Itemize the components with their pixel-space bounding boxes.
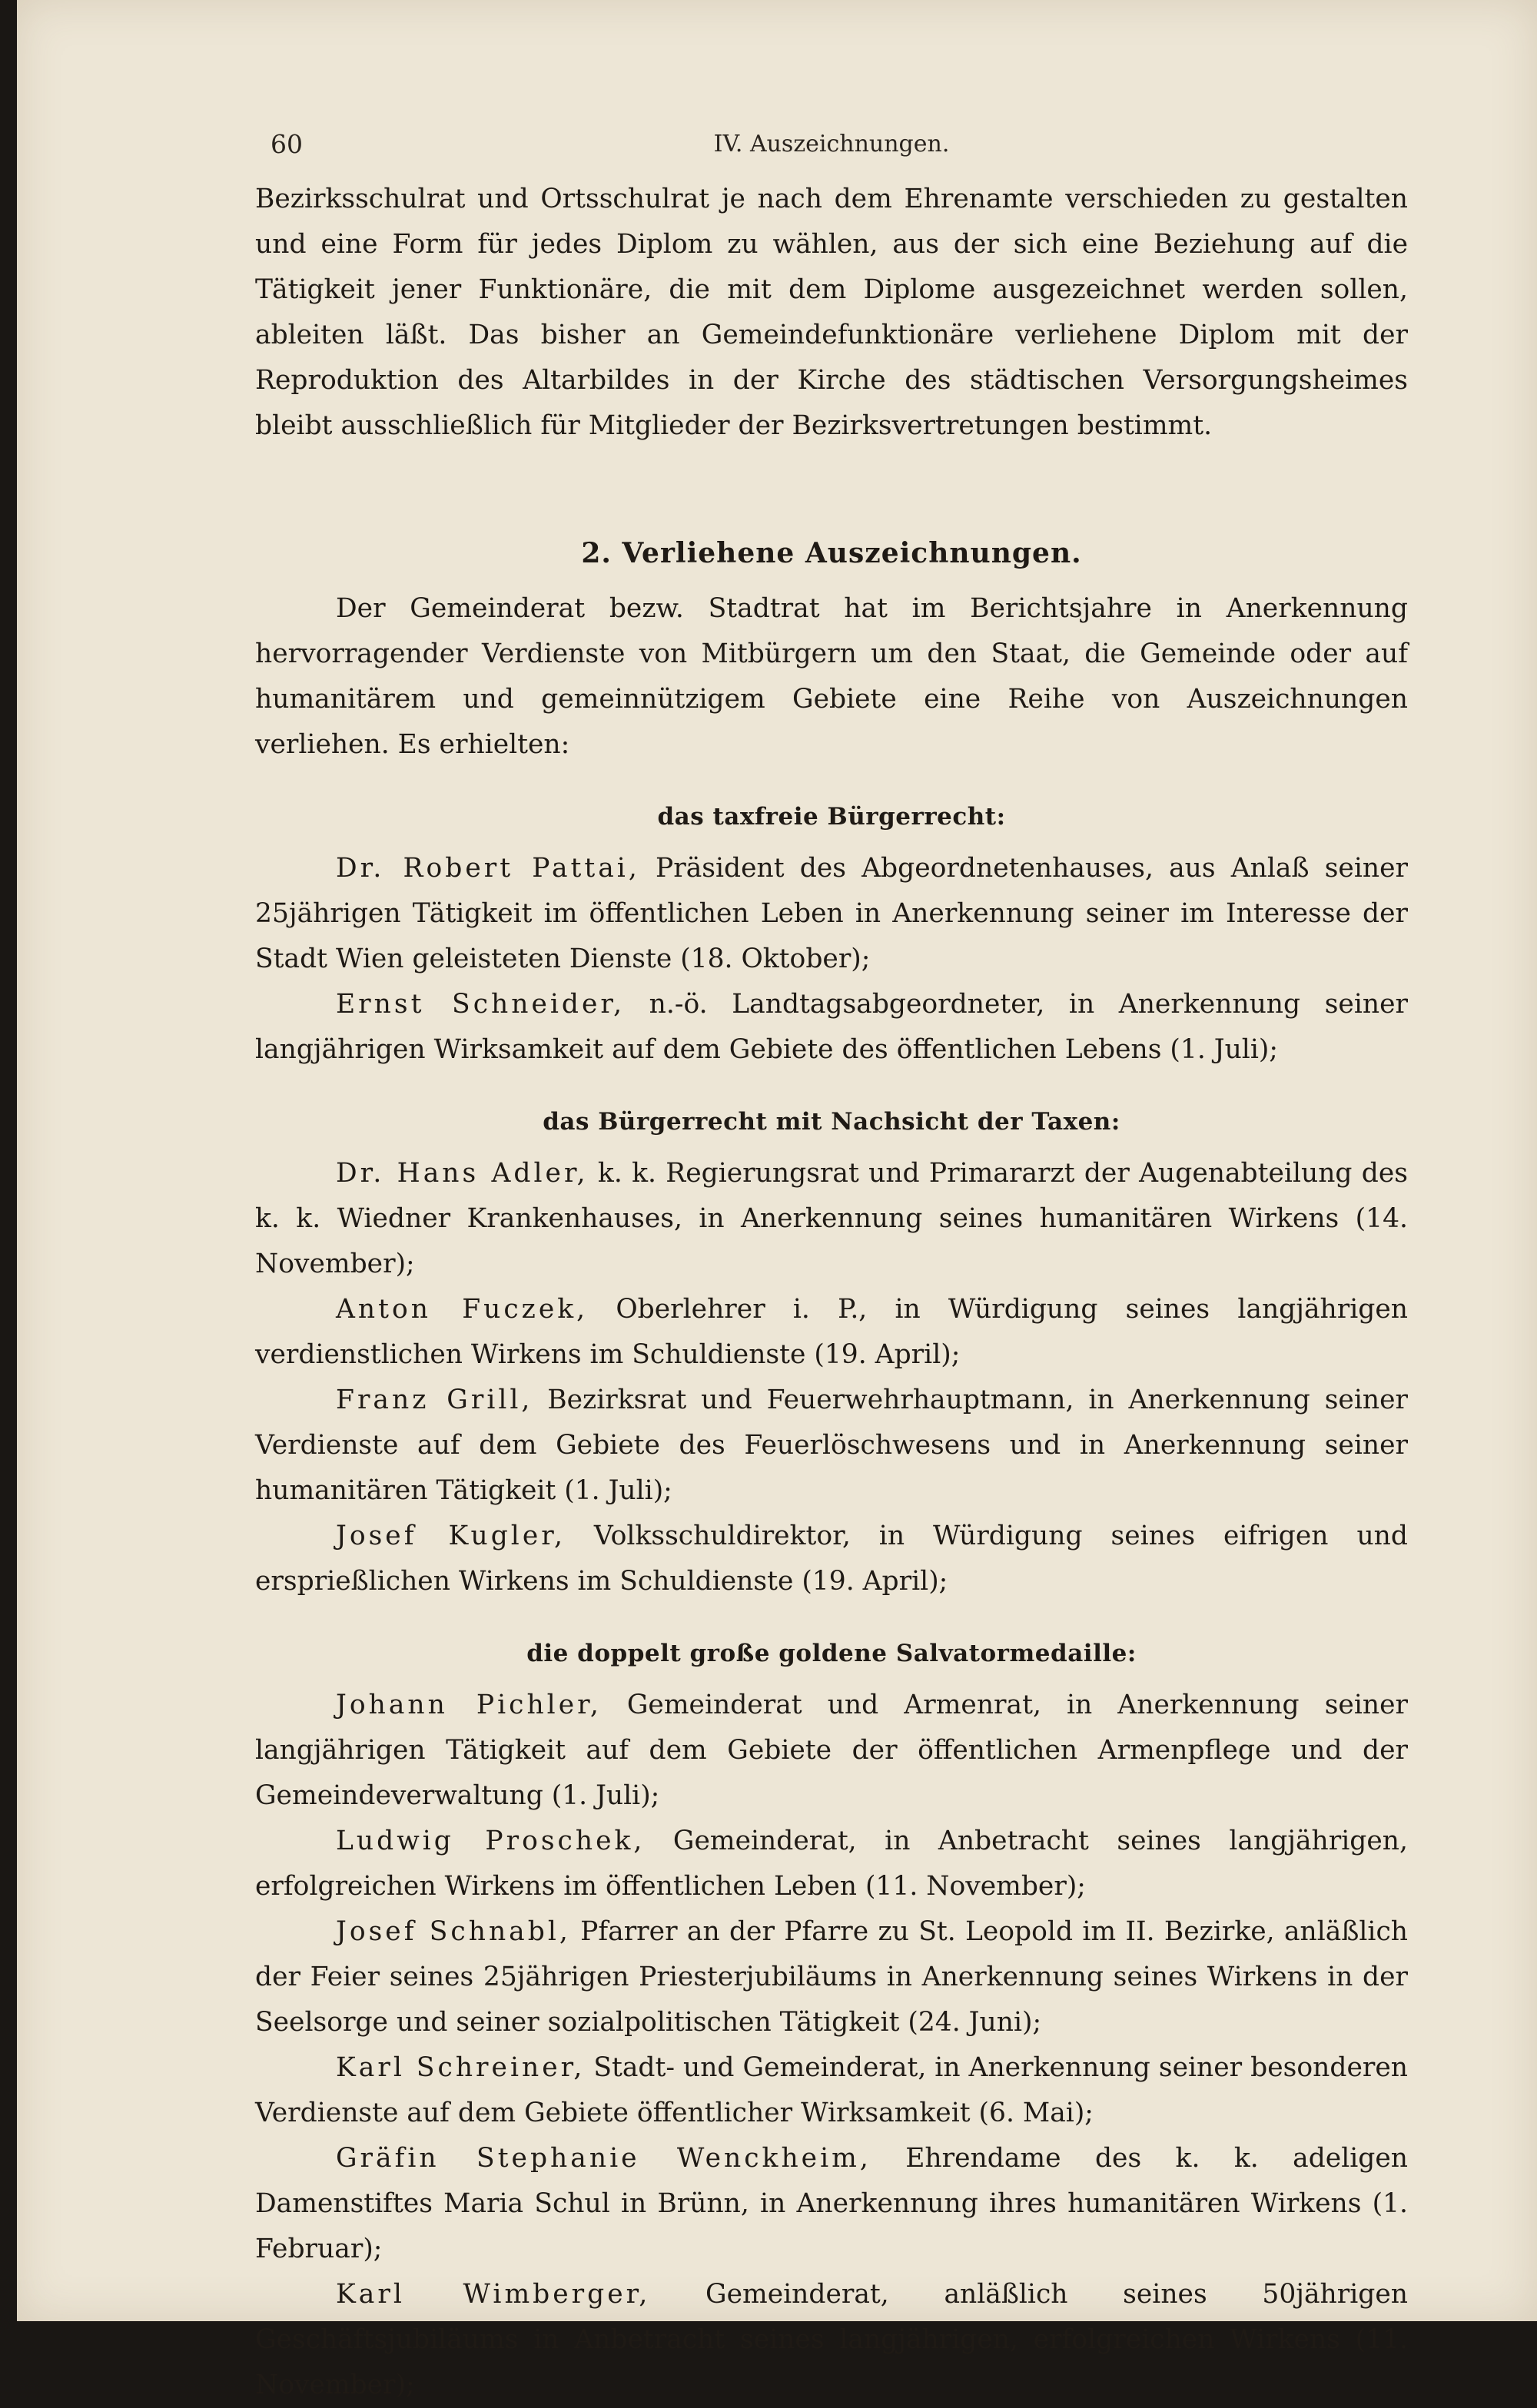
award-reason: Volksschuldirektor, in Würdigung seines eifrigen und ersprießlichen Wirkens im Schuldienste (19. April);	[255, 1521, 1408, 1597]
award-entry	[255, 1909, 1408, 2045]
recipient-name: Josef Schnabl,	[336, 1916, 571, 1947]
award-entry	[255, 1683, 1408, 1819]
award-entry	[255, 2045, 1408, 2136]
award-entry	[255, 1287, 1408, 1378]
award-entry	[255, 846, 1408, 982]
recipient-name: Anton Fuczek,	[336, 1294, 589, 1325]
recipient-name: Dr. Hans Adler,	[336, 1158, 589, 1189]
recipient-name: Gräfin Stephanie Wenckheim,	[336, 2143, 871, 2174]
recipient-name: Karl Schreiner,	[336, 2052, 586, 2083]
award-entry	[255, 1378, 1408, 1514]
award-reason: Oberlehrer i. P., in Würdigung seines langjährigen verdienstlichen Wirkens im Schuldienste (19. April);	[255, 1294, 1408, 1370]
award-entry	[255, 2136, 1408, 2272]
award-entry	[255, 1819, 1408, 1909]
award-entry	[255, 982, 1408, 1073]
recipient-name: Franz Grill,	[336, 1385, 533, 1415]
section-title: 2. Verliehene Auszeichnungen.	[581, 537, 1082, 569]
award-reason: Präsident des Abgeordnetenhauses, aus Anlaß seiner 25jährigen Tätigkeit im öffentlichen Leben in Anerkennung seiner im Interesse der Stadt Wien geleisteten Dienste (18. Oktober);	[255, 853, 1408, 974]
award-entry	[255, 1514, 1408, 1604]
award-reason: Ehrendame des k. k. adeligen Damenstiftes Maria Schul in Brünn, in Anerkennung ihres humanitären Wirkens (1. Februar);	[255, 2143, 1408, 2264]
group-heading-taxfree-citizenship: das taxfreie Bürgerrecht:	[657, 803, 1006, 831]
award-reason: Gemeinderat, in Anbetracht seines langjährigen, erfolgreichen Wirkens im öffentlichen Leben (11. November);	[255, 1826, 1408, 1902]
recipient-name: Josef Kugler,	[336, 1521, 566, 1551]
group-heading-salvator-medal: die doppelt große goldene Salvatormedaille:	[526, 1640, 1137, 1667]
recipient-name: Ernst Schneider,	[336, 989, 626, 1020]
page-header	[255, 115, 1408, 177]
recipient-name: Dr. Robert Pattai,	[336, 853, 640, 884]
award-entry	[255, 2272, 1408, 2408]
award-reason: Bezirksrat und Feuerwehrhauptmann, in Anerkennung seiner Verdienste auf dem Gebiete des Feuerlöschwesens und in Anerkennung seiner humanitären Tätigkeit (1. Juli);	[255, 1385, 1408, 1506]
award-reason: n.-ö. Landtagsabgeordneter, in Anerkennung seiner langjährigen Wirksamkeit auf dem Gebiete des öffentlichen Lebens (1. Juli);	[255, 989, 1408, 1065]
award-reason: k. k. Regierungsrat und Primararzt der Augenabteilung des k. k. Wiedner Krankenhauses, in Anerkennung seines humanitären Wirkens (14. November);	[255, 1158, 1408, 1279]
award-reason: Pfarrer an der Pfarre zu St. Leopold im II. Bezirke, anläßlich der Feier seines 25jährigen Priesterjubiläums in Anerkennung seines Wirkens in der Seelsorge und seiner sozialpolitischen Tätigkeit (24. Juni);	[255, 1916, 1408, 2038]
page-number: 60	[271, 129, 303, 159]
recipient-name: Ludwig Proschek,	[336, 1826, 646, 1856]
running-head: IV. Auszeichnungen.	[713, 131, 950, 158]
page-content	[255, 115, 1408, 2408]
section-intro: Der Gemeinderat bezw. Stadtrat hat im Berichtsjahre in Anerkennung hervorragender Verdienste von Mitbürgern um den Staat, die Gemeinde oder auf humanitärem und gemeinnützigem Gebiete eine Reihe von Auszeichnungen verliehen. Es erhielten:	[255, 593, 1408, 760]
book-page	[17, 0, 1537, 2400]
recipient-name: Johann Pichler,	[336, 1690, 602, 1720]
group-heading-citizenship-fee-waiver: das Bürgerrecht mit Nachsicht der Taxen:	[543, 1108, 1120, 1136]
award-entry	[255, 1151, 1408, 1287]
opening-paragraph: Bezirksschulrat und Ortsschulrat je nach dem Ehrenamte verschieden zu gestalten und eine Form für jedes Diplom zu wählen, aus der sich eine Beziehung auf die Tätigkeit jener Funktionäre, die mit dem Diplome ausgezeichnet werden sollen, ableiten läßt. Das bisher an Gemeindefunktionäre verliehene Diplom mit der Reproduktion des Altarbildes in der Kirche des städtischen Versorgungsheimes bleibt ausschließlich für Mitglieder der Bezirksvertretungen bestimmt.	[255, 184, 1408, 441]
award-reason: Gemeinderat, anläßlich seines 50jährigen Geschäftsjubiläums in Anbetracht seines langjährigen, erfolgreichen Wirkens (11. November);	[255, 2279, 1408, 2400]
award-reason: Stadt- und Gemeinderat, in Anerkennung seiner besonderen Verdienste auf dem Gebiete öffentlicher Wirksamkeit (6. Mai);	[255, 2052, 1408, 2128]
award-reason: Gemeinderat und Armenrat, in Anerkennung seiner langjährigen Tätigkeit auf dem Gebiete der öffentlichen Armenpflege und der Gemeindeverwaltung (1. Juli);	[255, 1690, 1408, 1811]
recipient-name: Karl Wimberger,	[336, 2279, 651, 2310]
